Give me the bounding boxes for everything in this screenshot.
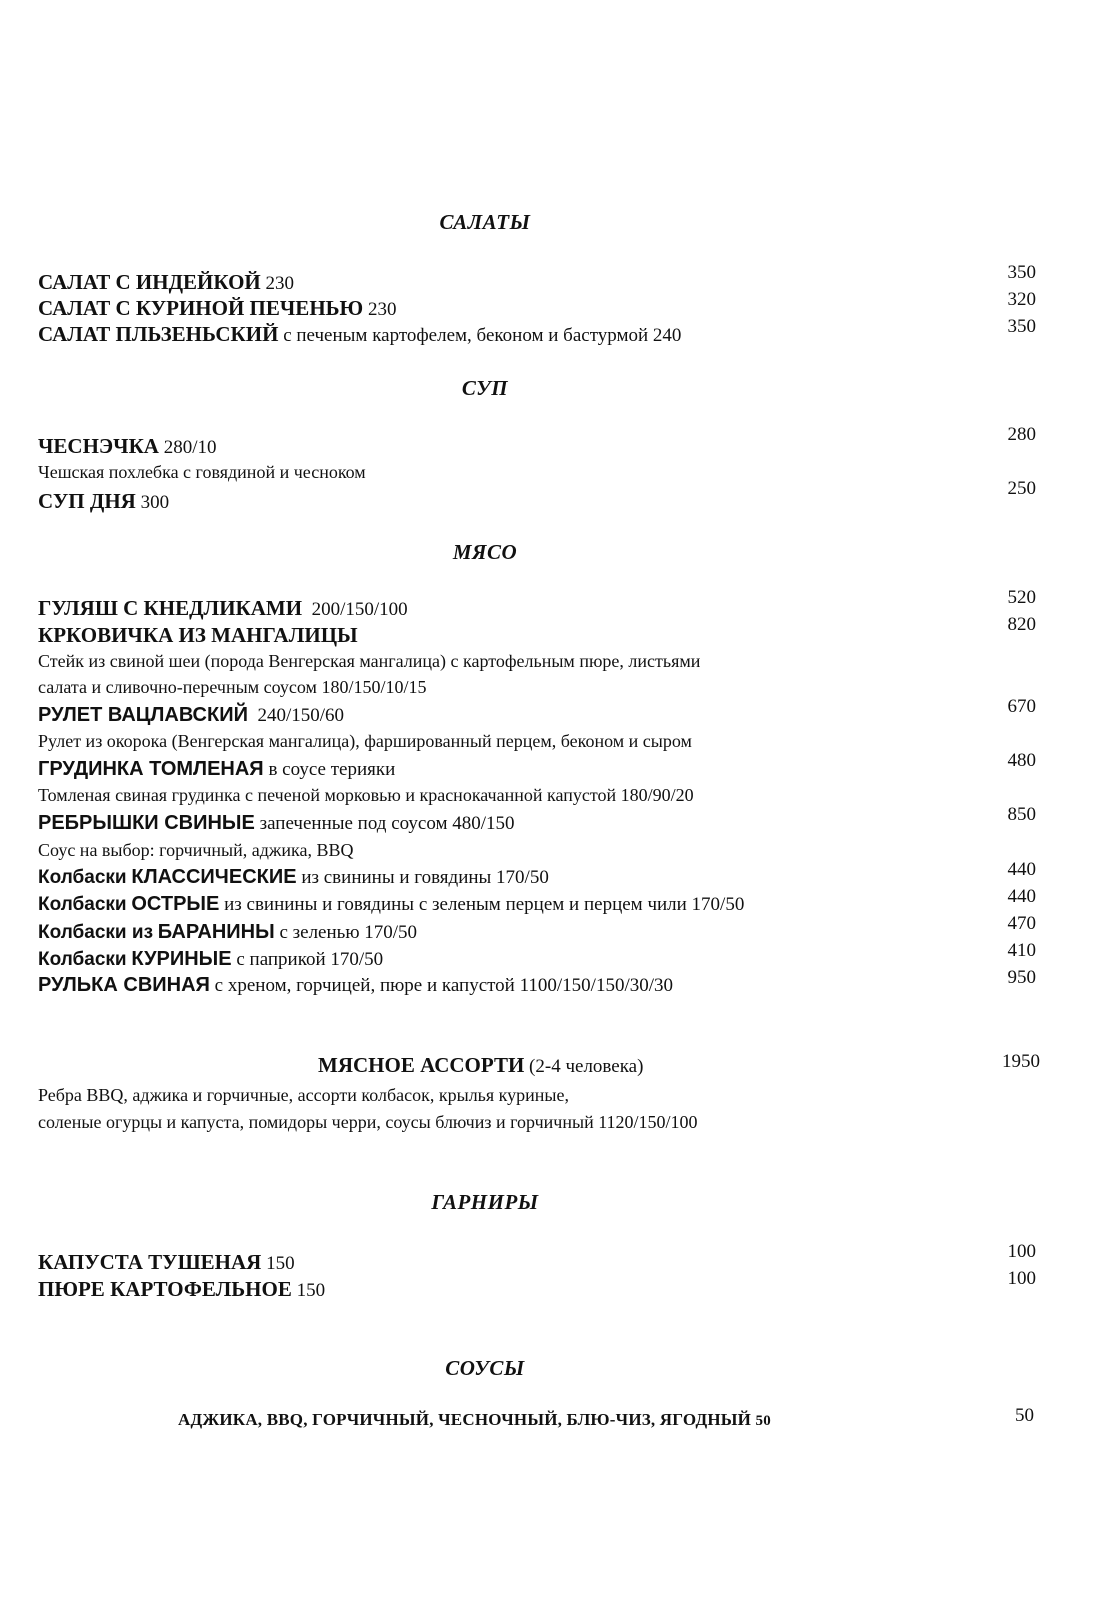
menu-item-sausages-spicy [38, 893, 988, 916]
item-extra: запеченные под соусом 480/150 [259, 813, 515, 834]
item-name: САЛАТ С КУРИНОЙ ПЕЧЕНЬЮ [38, 296, 364, 320]
menu-item-stewed-cabbage [38, 1250, 988, 1275]
item-price: 280 [1007, 424, 1036, 445]
item-prefix: Колбаски [38, 894, 127, 915]
item-prefix: Колбаски [38, 949, 127, 970]
sauces-names: АДЖИКА, BBQ, ГОРЧИЧНЫЙ, ЧЕСНОЧНЫЙ, БЛЮ-ЧИЗ, ЯГОДНЫЙ [178, 1410, 752, 1429]
item-price: 1950 [1002, 1051, 1040, 1072]
item-extra: 240/150/60 [257, 705, 345, 726]
item-name: САЛАТ С ИНДЕЙКОЙ [38, 270, 261, 294]
item-name: РУЛЬКА СВИНАЯ [38, 974, 210, 996]
item-name: ОСТРЫЕ [131, 893, 220, 915]
menu-item-soup-of-day [38, 489, 988, 514]
item-price: 470 [1007, 913, 1036, 934]
menu-item-meat-platter [318, 1053, 643, 1078]
section-title-sides: ГАРНИРЫ [431, 1190, 539, 1214]
item-price: 440 [1007, 886, 1036, 907]
item-name: МЯСНОЕ АССОРТИ [318, 1053, 525, 1077]
item-name: САЛАТ ПЛЬЗЕНЬСКИЙ [38, 322, 279, 346]
sauces-weight: 50 [755, 1413, 771, 1429]
sauces-list [178, 1410, 771, 1430]
item-price: 100 [1007, 1268, 1036, 1289]
item-extra: с паприкой 170/50 [236, 949, 384, 970]
menu-item-sausages-classic [38, 866, 988, 889]
item-price: 100 [1007, 1241, 1036, 1262]
menu-item-salad-plzen [38, 322, 988, 347]
item-price: 350 [1007, 316, 1036, 337]
item-description: Соус на выбор: горчичный, аджика, BBQ [38, 840, 354, 860]
menu-item-salad-turkey [38, 270, 988, 295]
item-price: 350 [1007, 262, 1036, 283]
item-name: КАПУСТА ТУШЕНАЯ [38, 1250, 262, 1274]
item-name: ПЮРЕ КАРТОФЕЛЬНОЕ [38, 1277, 292, 1301]
item-extra: 280/10 [163, 437, 217, 458]
item-price: 320 [1007, 289, 1036, 310]
item-extra: (2-4 человека) [529, 1056, 644, 1077]
item-extra: в соусе терияки [268, 759, 396, 780]
item-name: ГУЛЯШ С КНЕДЛИКАМИ [38, 596, 303, 620]
item-extra: из свинины и говядины с зеленым перцем и перцем чили 170/50 [224, 894, 745, 915]
item-description: Рулет из окорока (Венгерская мангалица), фаршированный перцем, беконом и сыром [38, 731, 692, 751]
item-name: РУЛЕТ ВАЦЛАВСКИЙ [38, 704, 248, 726]
item-name: КУРИНЫЕ [131, 948, 232, 970]
menu-item-rulet [38, 704, 988, 727]
item-name: КЛАССИЧЕСКИЕ [131, 866, 297, 888]
item-name: БАРАНИНЫ [157, 921, 275, 943]
item-extra: из свинины и говядины 170/50 [301, 867, 549, 888]
menu-item-grudinka [38, 758, 988, 781]
menu-item-pork-knuckle [38, 974, 988, 997]
item-extra: с хреном, горчицей, пюре и капустой 1100/150/150/30/30 [214, 975, 674, 996]
item-description: салата и сливочно-перечным соусом 180/150/10/15 [38, 677, 427, 697]
item-price: 440 [1007, 859, 1036, 880]
item-prefix: Колбаски [38, 867, 127, 888]
section-title-meat: МЯСО [452, 540, 518, 564]
item-extra: с печеным картофелем, беконом и бастурмой 240 [283, 325, 682, 346]
menu-item-sausages-chicken [38, 948, 988, 971]
item-name: РЕБРЫШКИ СВИНЫЕ [38, 812, 255, 834]
item-extra: 230 [367, 299, 397, 320]
item-price: 820 [1007, 614, 1036, 635]
item-name: ГРУДИНКА ТОМЛЕНАЯ [38, 758, 264, 780]
item-price: 410 [1007, 940, 1036, 961]
item-extra: 150 [266, 1253, 295, 1274]
section-title-salads: САЛАТЫ [439, 210, 531, 234]
menu-item-salad-chicken-liver [38, 296, 988, 321]
item-name: ЧЕСНЭЧКА [38, 434, 159, 458]
item-description: Ребра BBQ, аджика и горчичные, ассорти колбасок, крылья куриные, [38, 1085, 570, 1105]
item-price: 250 [1007, 478, 1036, 499]
menu-item-sausages-lamb [38, 921, 988, 944]
item-prefix: Колбаски из [38, 922, 154, 943]
menu-item-mashed-potatoes [38, 1277, 988, 1302]
item-price: 950 [1007, 967, 1036, 988]
item-price: 670 [1007, 696, 1036, 717]
menu-item-cesnecka [38, 434, 988, 459]
menu-item-krkovicka [38, 623, 988, 648]
menu-item-ribs [38, 812, 988, 835]
item-description: соленые огурцы и капуста, помидоры черри, соусы блючиз и горчичный 1120/150/100 [38, 1112, 698, 1132]
item-price: 50 [1015, 1405, 1034, 1426]
item-price: 480 [1007, 750, 1036, 771]
item-extra: 300 [140, 492, 170, 513]
item-description: Чешская похлебка с говядиной и чесноком [38, 462, 366, 482]
item-description: Томленая свиная грудинка с печеной морковью и краснокачанной капустой 180/90/20 [38, 785, 694, 805]
item-name: КРКОВИЧКА ИЗ МАНГАЛИЦЫ [38, 623, 358, 647]
item-name: СУП ДНЯ [38, 489, 136, 513]
menu-item-goulash [38, 596, 988, 621]
item-extra: 200/150/100 [311, 599, 408, 620]
item-price: 520 [1007, 587, 1036, 608]
section-title-sauces: СОУСЫ [445, 1356, 525, 1380]
item-extra: 230 [265, 273, 295, 294]
item-price: 850 [1007, 804, 1036, 825]
item-extra: 150 [296, 1280, 326, 1301]
item-description: Стейк из свиной шеи (порода Венгерская мангалица) с картофельным пюре, листьями [38, 651, 701, 671]
item-extra: с зеленью 170/50 [279, 922, 418, 943]
section-title-soup: СУП [461, 376, 509, 400]
